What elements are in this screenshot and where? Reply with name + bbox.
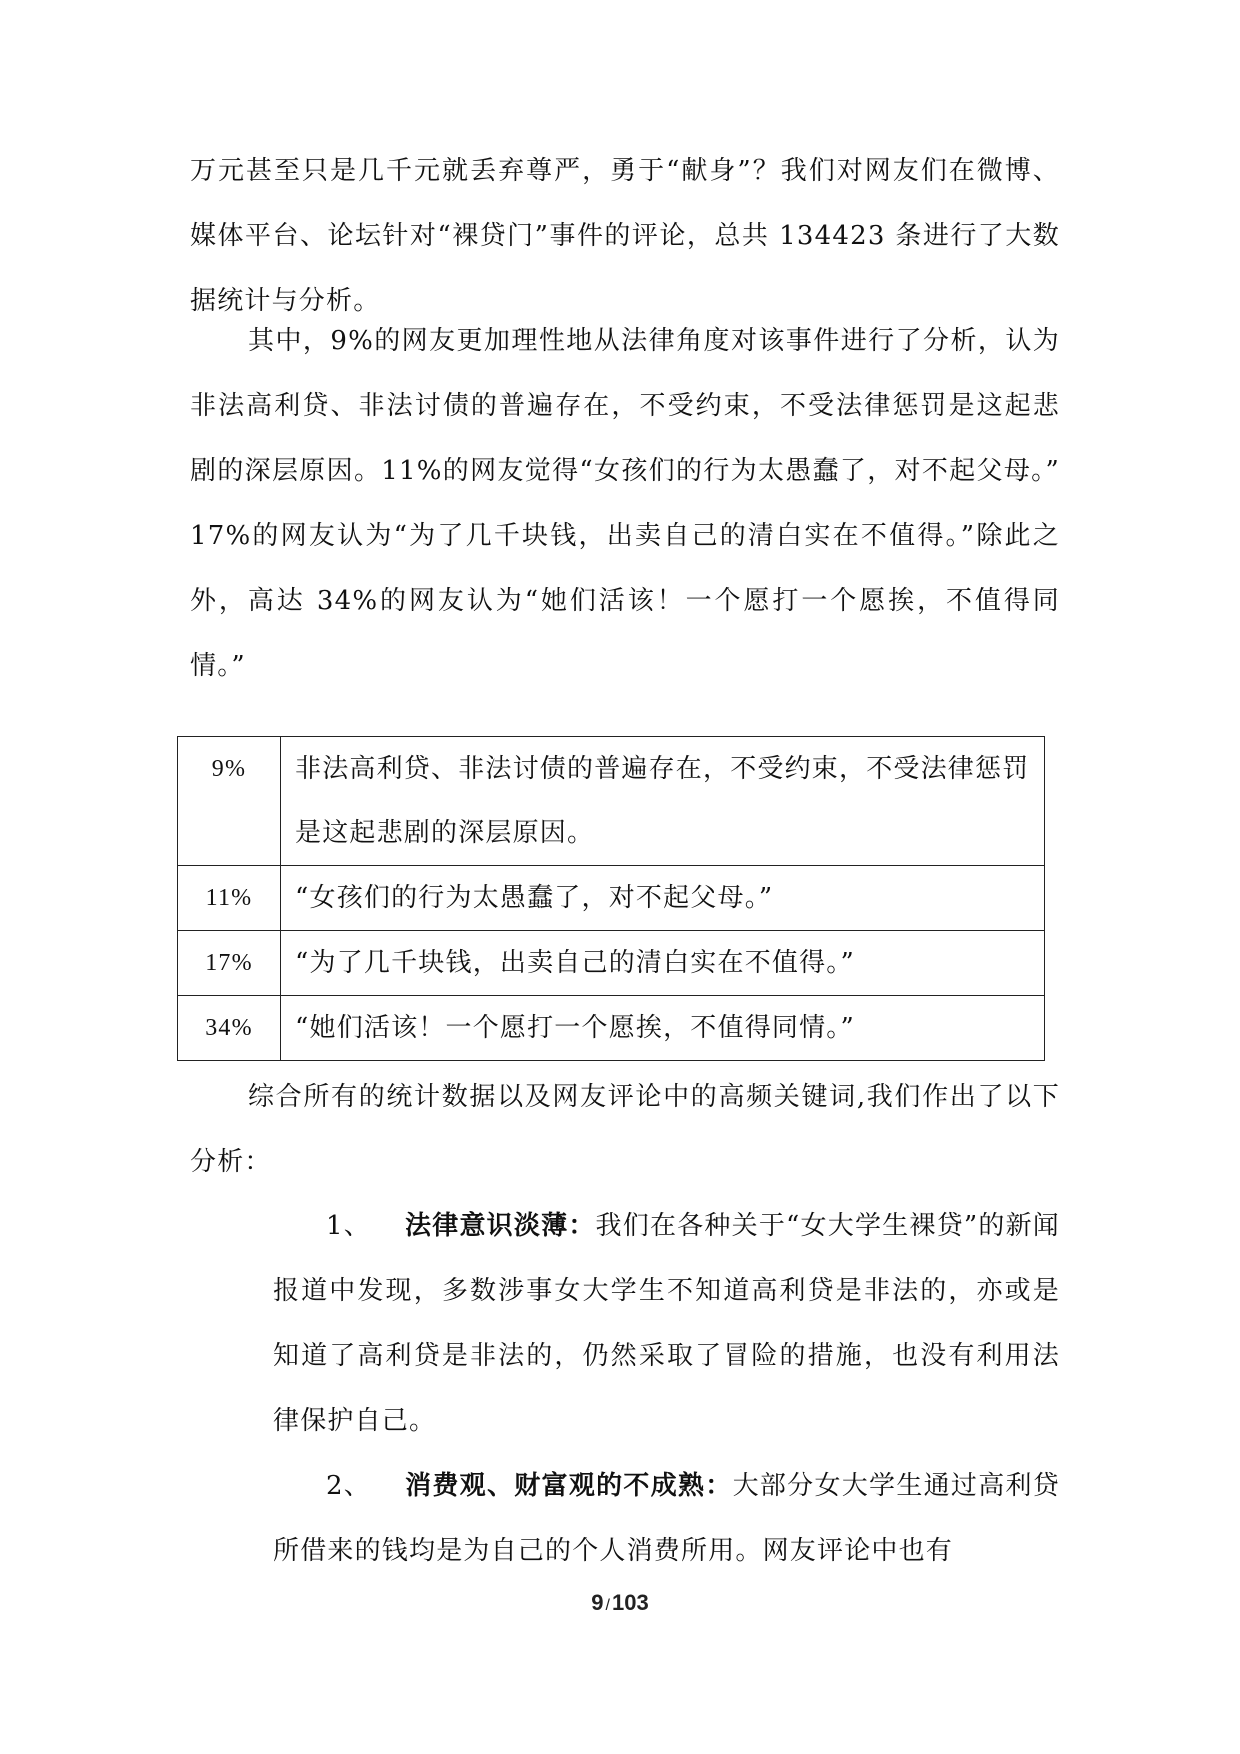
list-item-legal-awareness: [273, 1194, 1060, 1454]
table-comment-cell: 非法高利贷、非法讨债的普遍存在，不受约束，不受法律惩罚是这起悲剧的深层原因。: [281, 737, 1045, 866]
page-number: [0, 1590, 1240, 1616]
table-comment-cell: “女孩们的行为太愚蠢了，对不起父母。”: [281, 866, 1045, 931]
list-text: 我们在各种关于“女大学生裸贷”的新闻报道中发现，多数涉事女大学生不知道高利贷是非法的，亦或是知道了高利贷是非法的，仍然采取了冒险的措施，也没有利用法律保护自己。: [273, 1211, 1060, 1436]
paragraph-statistics: 其中，9%的网友更加理性地从法律角度对该事件进行了分析，认为非法高利贷、非法讨债的普遍存在，不受约束，不受法律惩罚是这起悲剧的深层原因。11%的网友觉得“女孩们的行为太愚蠢了，对不起父母。” 17%的网友认为“为了几千块钱，出卖自己的清白实在不值得。”除此之外，高达 34%的网友认为“她们活该！一个愿打一个愿挨，不值得同情。”: [190, 326, 1060, 681]
statistics-table: [177, 736, 1045, 1061]
paragraph-intro: 万元甚至只是几千元就丢弃尊严，勇于“献身”？我们对网友们在微博、媒体平台、论坛针对“裸贷门”事件的评论，总共 134423 条进行了大数据统计与分析。: [190, 156, 1060, 316]
paragraph-analysis-intro: 综合所有的统计数据以及网友评论中的高频关键词,我们作出了以下分析：: [190, 1082, 1060, 1177]
total-pages: 103: [611, 1590, 649, 1615]
table-row: [178, 931, 1045, 996]
list-number: 2、: [326, 1471, 371, 1501]
table-percent-cell: 34%: [178, 996, 281, 1061]
table-row: [178, 737, 1045, 866]
list-number: 1、: [326, 1211, 371, 1241]
table-comment-cell: “她们活该！一个愿打一个愿挨，不值得同情。”: [281, 996, 1045, 1061]
table-percent-cell: 9%: [178, 737, 281, 866]
list-title: 消费观、财富观的不成熟：: [405, 1471, 733, 1501]
table-percent-cell: 17%: [178, 931, 281, 996]
table-row: [178, 996, 1045, 1061]
current-page: 9: [591, 1590, 604, 1615]
list-text: 大部分女大学生通过高利贷所借来的钱均是为自己的个人消费所用。网友评论中也有: [273, 1471, 1060, 1566]
table-percent-cell: 11%: [178, 866, 281, 931]
list-title: 法律意识淡薄：: [405, 1211, 596, 1241]
page-separator: /: [605, 1597, 610, 1614]
list-item-consumption-view: [273, 1454, 1060, 1584]
table-comment-cell: “为了几千块钱，出卖自己的清白实在不值得。”: [281, 931, 1045, 996]
table-row: [178, 866, 1045, 931]
